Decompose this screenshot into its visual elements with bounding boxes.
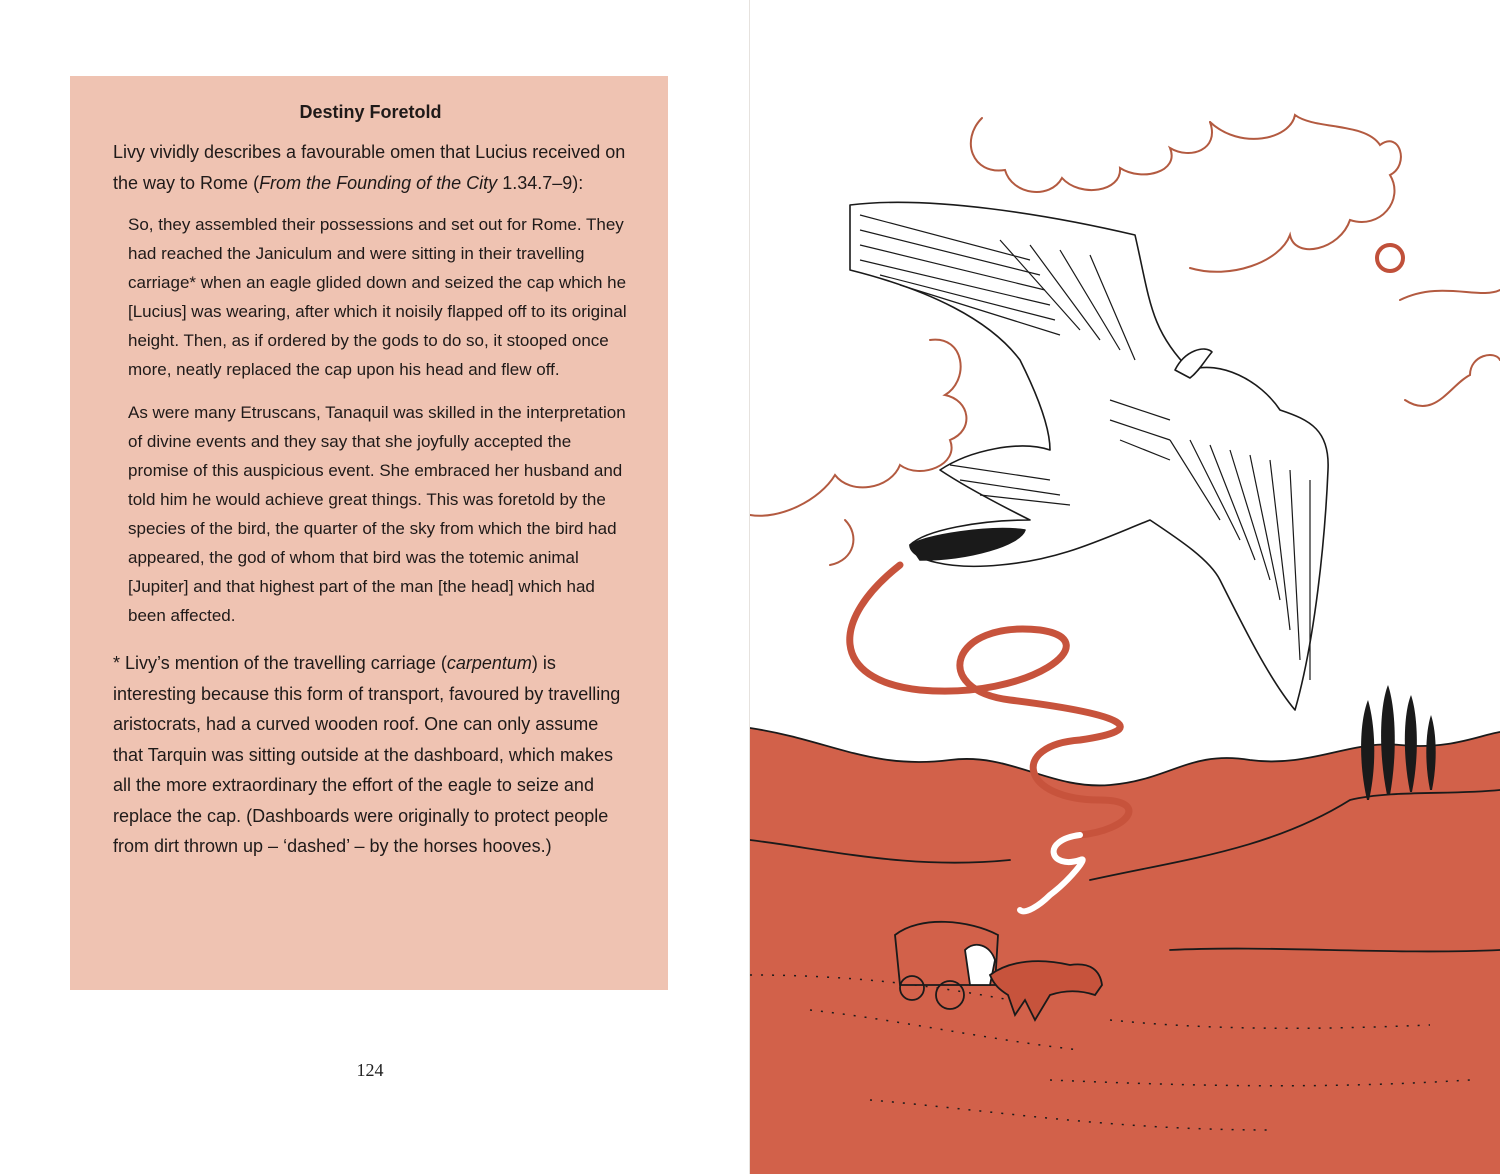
- quote-paragraph-1: So, they assembled their possessions and set out for Rome. They had reached the Janiculum and were sitting in their travelling carriage* when an eagle glided down and seized the cap which he [Lucius] was wearing, after which it noisily flapped off to its original height. Then, as if ordered by the gods to do so, it stooped once more, neatly replaced the cap upon his head and flew off.: [128, 215, 627, 379]
- intro-text: Livy vividly describes a favourable omen that Lucius received on the way to Rome (: [113, 142, 626, 193]
- footnote: [113, 648, 628, 862]
- left-page: [0, 0, 749, 1174]
- work-title: From the Founding of the City: [259, 172, 498, 193]
- citation: 1.34.7–9):: [497, 172, 584, 193]
- passenger-icon: [965, 945, 995, 985]
- intro-paragraph: [113, 137, 628, 198]
- footnote-text: * Livy’s mention of the travelling carriage (: [113, 653, 447, 673]
- illustration-page: [750, 0, 1500, 1174]
- quote-paragraph-2: As were many Etruscans, Tanaquil was skilled in the interpretation of divine events and they say that she joyfully accepted the promise of this auspicious event. She embraced her husband and told him he would achieve great things. This was foretold by the species of the bird, the quarter of the sky from which the bird had appeared, the god of whom that bird was the totemic animal [Jupiter] and that highest part of the man [the head] which had been affected.: [128, 403, 626, 625]
- footnote-term: carpentum: [446, 653, 532, 673]
- box-title: Destiny Foretold: [299, 102, 442, 122]
- sidebar-box: [70, 76, 668, 990]
- eagle-omen-illustration: [750, 0, 1500, 1174]
- page-number: 124: [356, 1060, 384, 1080]
- footnote-text-rest: ) is interesting because this form of transport, favoured by travelling aristocrats, had a curved wooden roof. One can only assume that Tarquin was sitting outside at the dashboard, which makes all the more extraordinary the effort of the eagle to seize and replace the cap. (Dashboards were originally to protect people from dirt thrown up – ‘dashed’ – by the horses hooves.): [113, 653, 621, 856]
